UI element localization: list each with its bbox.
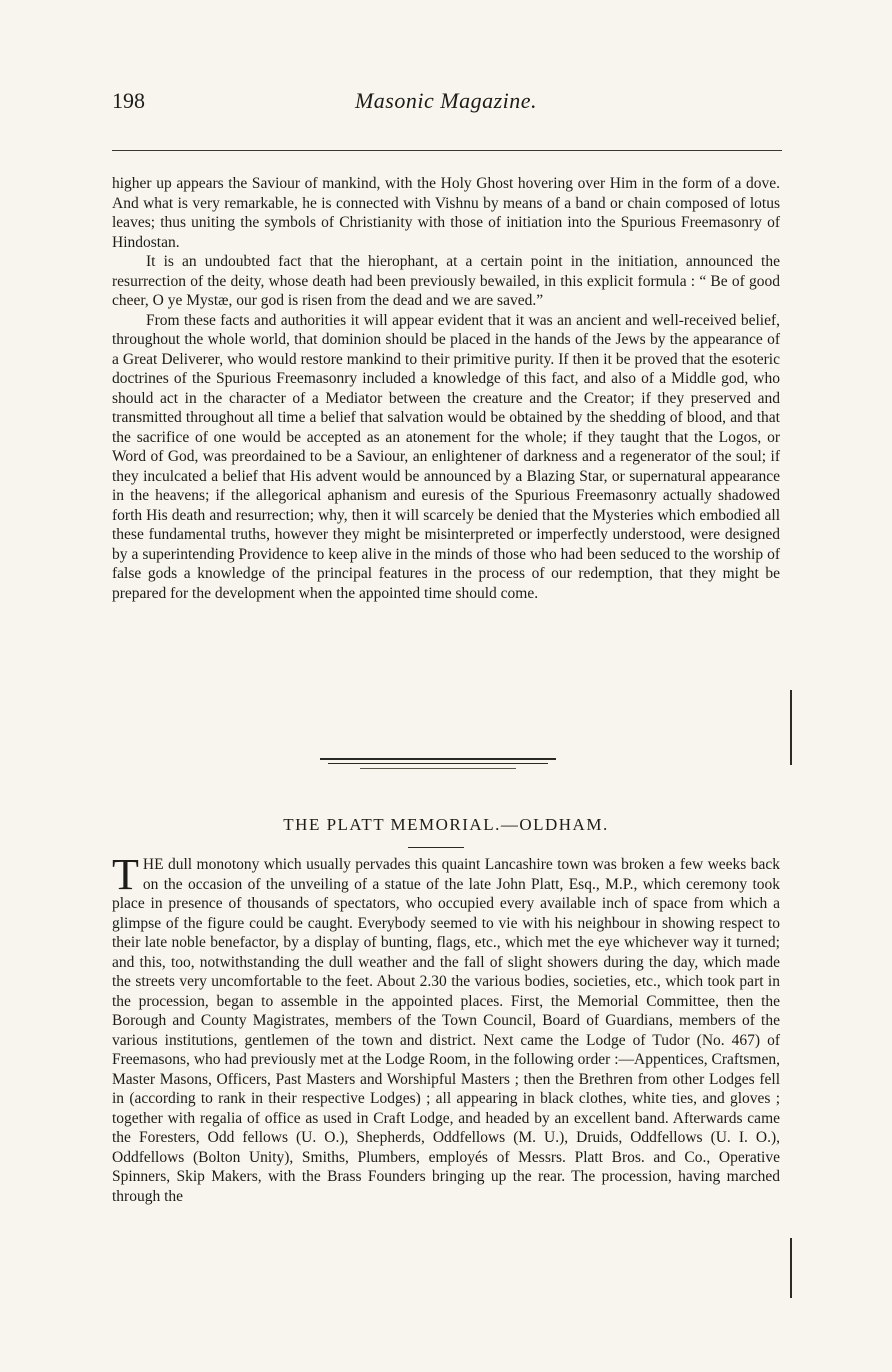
header-rule bbox=[112, 150, 782, 151]
section-separator bbox=[320, 758, 556, 772]
continued-article bbox=[112, 174, 780, 603]
margin-line bbox=[790, 690, 792, 765]
drop-cap: T bbox=[112, 850, 139, 899]
running-head bbox=[112, 88, 780, 122]
margin-line bbox=[790, 1238, 792, 1298]
article-body bbox=[112, 850, 780, 1206]
paragraph: From these facts and authorities it will appear evident that it was an ancient and well-received belief, throughout the whole world, that dominion should be placed in the hands of the Jews by the appearance of a Great Deliverer, who would restore mankind to their primitive purity. If then it be proved that the esoteric doctrines of the Spurious Freemasonry included a knowledge of this fact, and also of a Middle god, who should act in the character of a Mediator between the creature and the Creator; if they preserved and transmitted throughout all time a belief that salvation would be obtained by the shedding of blood, and that the sacrifice of one would be accepted as an atonement for the whole; if they taught that the Logos, or Word of God, was preordained to be a Saviour, an enlightener of darkness and a regenerator of the soul; if they inculcated a belief that His advent would be announced by a Blazing Star, or supernatural appearance in the heavens; if the allegorical aphanism and euresis of the Spurious Freemasonry actually shadowed forth His death and resurrection; why, then it will scarcely be denied that the Mysteries which embodied all these fundamental truths, however they might be misinterpreted or imperfectly understood, were designed by a superintending Providence to keep alive in the minds of those who had been seduced to the worship of false gods a knowledge of the principal features in the process of our redemption, that they might be prepared for the development when the appointed time should come. bbox=[112, 311, 780, 602]
article-title: THE PLATT MEMORIAL.—OLDHAM. bbox=[283, 815, 609, 834]
paragraph: It is an undoubted fact that the hierophant, at a certain point in the initiation, announced the resurrection of the deity, whose death had been previously bewailed, in this explicit formula : “ Be of good cheer, O ye Mystæ, our god is risen from the dead and we are saved.” bbox=[112, 253, 780, 309]
page-title: Masonic Magazine. bbox=[354, 88, 538, 113]
page-number: 198 bbox=[112, 88, 145, 113]
paragraph bbox=[112, 850, 780, 1206]
title-rule bbox=[408, 847, 464, 848]
article-text: HE dull monotony which usually pervades this quaint Lancashire town was broken a few weeks back on the occasion of the unveiling of a statue of the late John Platt, Esq., M.P., which ceremony took place in presence of thousands of spectators, who occupied every available inch of space from which a glimpse of the figure could be caught. Everybody seemed to vie with his neighbour in showing respect to their late noble benefactor, by a display of bunting, flags, etc., which met the eye whichever way it turned; and this, too, notwithstanding the dull weather and the fall of slight showers during the day, which made the streets very uncomfortable to the feet. About 2.30 the various bodies, societies, etc., which took part in the procession, began to assemble in the appointed places. First, the Memorial Committee, then the Borough and County Magistrates, members of the Town Council, Board of Guardians, members of the various institutions, gentlemen of the town and district. Next came the Lodge of Tudor (No. 467) of Freemasons, who had previously met at the Lodge Room, in the following order :—Appentices, Craftsmen, Master Masons, Officers, Past Masters and Worshipful Masters ; then the Brethren from other Lodges fell in (according to rank in their respective Lodges) ; all appearing in black clothes, white ties, and gloves ; together with regalia of office as used in Craft Lodge, and headed by an excellent band. Afterwards came the Foresters, Odd fellows (U. O.), Shepherds, Oddfellows (M. U.), Druids, Oddfellows (U. I. O.), Oddfellows (Bolton Unity), Smiths, Plumbers, employés of Messrs. Platt Bros. and Co., Operative Spinners, Skip Makers, with the Brass Founders bringing up the rear. The procession, having marched through the bbox=[112, 856, 780, 1205]
paragraph: higher up appears the Saviour of mankind, with the Holy Ghost hovering over Him in the form of a dove. And what is very remarkable, he is connected with Vishnu by means of a band or chain composed of lotus leaves; thus uniting the symbols of Christianity with those of initiation into the Spurious Freemasonry of Hindostan. bbox=[112, 175, 780, 251]
